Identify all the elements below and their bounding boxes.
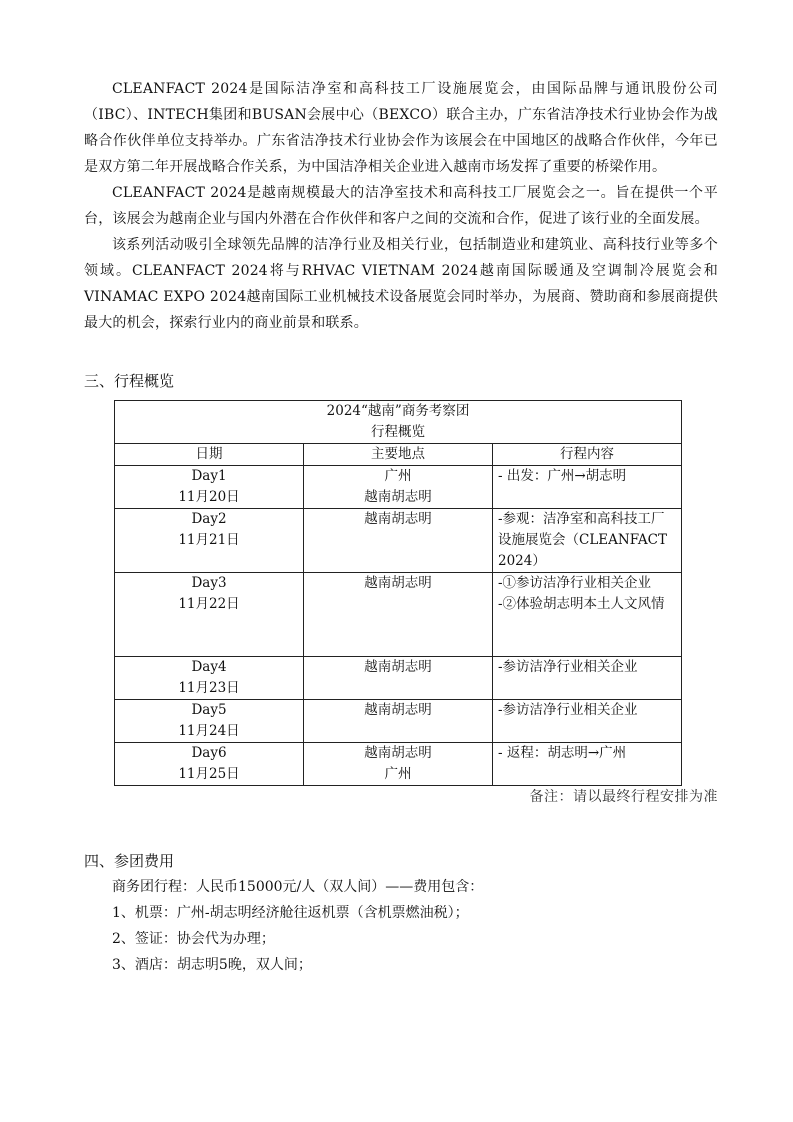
day-label: Day2	[191, 511, 227, 527]
fee-line-visa: 2、签证：协会代为办理；	[112, 931, 275, 947]
table-row	[115, 466, 682, 509]
content-cell	[493, 466, 682, 509]
place-cell	[304, 466, 493, 509]
place-line: 越南胡志明	[364, 511, 432, 527]
place-cell	[304, 743, 493, 786]
section3-heading: 三、行程概览	[84, 372, 175, 390]
date-cell	[115, 573, 304, 657]
date-label: 11月22日	[178, 596, 240, 612]
date-cell	[115, 509, 304, 573]
date-label: 11月21日	[178, 532, 240, 548]
place-line: 越南胡志明	[364, 745, 432, 761]
place-line: 越南胡志明	[364, 489, 432, 505]
fee-line-summary: 商务团行程：人民币15000元/人（双人间）——费用包含：	[112, 879, 484, 895]
date-label: 11月23日	[178, 680, 240, 696]
date-cell	[115, 657, 304, 700]
intro-paragraph-1: CLEANFACT 2024是国际洁净室和高科技工厂设施展览会，由国际品牌与通讯股份公司（IBC）、INTECH集团和BUSAN会展中心（BEXCO）联合主办，广东省洁净技术行业协会作为战略合作伙伴单位支持举办。广东省洁净技术行业协会作为该展会在中国地区的战略合作伙伴，今年已是双方第二年开展战略合作关系，为中国洁净相关企业进入越南市场发挥了重要的桥梁作用。	[84, 81, 718, 175]
place-cell	[304, 657, 493, 700]
content-cell	[493, 509, 682, 573]
date-label: 11月20日	[178, 489, 240, 505]
header-place: 主要地点	[304, 444, 493, 466]
date-cell	[115, 466, 304, 509]
fee-line-airfare: 1、机票：广州-胡志明经济舱往返机票（含机票燃油税）；	[112, 905, 469, 921]
place-line: 越南胡志明	[364, 659, 432, 675]
content-line: -②体验胡志明本土人文风情	[498, 596, 665, 612]
table-title-cell	[115, 401, 682, 444]
content-line: -参观：洁净室和高科技工厂设施展览会（CLEANFACT 2024）	[498, 511, 667, 569]
header-date: 日期	[115, 444, 304, 466]
date-label: 11月25日	[178, 766, 240, 782]
table-row	[115, 509, 682, 573]
fee-line-hotel: 3、酒店：胡志明5晚，双人间；	[112, 957, 312, 973]
document-page	[84, 76, 718, 978]
content-cell	[493, 743, 682, 786]
content-line: -①参访洁净行业相关企业	[498, 575, 652, 591]
place-line: 越南胡志明	[364, 575, 432, 591]
header-content: 行程内容	[493, 444, 682, 466]
table-header-row	[115, 444, 682, 466]
content-line: -参访洁净行业相关企业	[498, 702, 638, 718]
content-cell	[493, 573, 682, 657]
itinerary-table	[114, 400, 682, 786]
table-title-row	[115, 401, 682, 444]
content-line: - 出发：广州→胡志明	[498, 468, 627, 484]
content-cell	[493, 657, 682, 700]
day-label: Day6	[191, 745, 227, 761]
content-line: -参访洁净行业相关企业	[498, 659, 638, 675]
content-cell	[493, 700, 682, 743]
day-label: Day1	[191, 468, 227, 484]
date-cell	[115, 700, 304, 743]
table-row	[115, 743, 682, 786]
itinerary-note: 备注：请以最终行程安排为准	[529, 789, 718, 805]
table-row	[115, 700, 682, 743]
table-title: 2024“越南”商务考察团	[326, 403, 470, 419]
day-label: Day5	[191, 702, 227, 718]
date-cell	[115, 743, 304, 786]
place-cell	[304, 700, 493, 743]
day-label: Day4	[191, 659, 227, 675]
intro-paragraph-3: 该系列活动吸引全球领先品牌的洁净行业及相关行业，包括制造业和建筑业、高科技行业等多个领域。CLEANFACT 2024将与RHVAC VIETNAM 2024越南国际暖通及空调制冷展览会和VINAMAC EXPO 2024越南国际工业机械技术设备展览会同时举办，为展商、赞助商和参展商提供最大的机会，探索行业内的商业前景和联系。	[84, 237, 718, 331]
table-subtitle: 行程概览	[371, 424, 425, 440]
content-line: - 返程：胡志明→广州	[498, 745, 627, 761]
place-cell	[304, 573, 493, 657]
place-line: 广州	[384, 468, 412, 484]
table-row	[115, 573, 682, 657]
intro-paragraph-2: CLEANFACT 2024是越南规模最大的洁净室技术和高科技工厂展览会之一。旨在提供一个平台，该展会为越南企业与国内外潜在合作伙伴和客户之间的交流和合作，促进了该行业的全面发展。	[84, 185, 718, 227]
day-label: Day3	[191, 575, 227, 591]
place-line: 越南胡志明	[364, 702, 432, 718]
place-cell	[304, 509, 493, 573]
date-label: 11月24日	[178, 723, 240, 739]
section4-heading: 四、参团费用	[84, 852, 175, 870]
table-row	[115, 657, 682, 700]
place-line: 广州	[384, 766, 412, 782]
